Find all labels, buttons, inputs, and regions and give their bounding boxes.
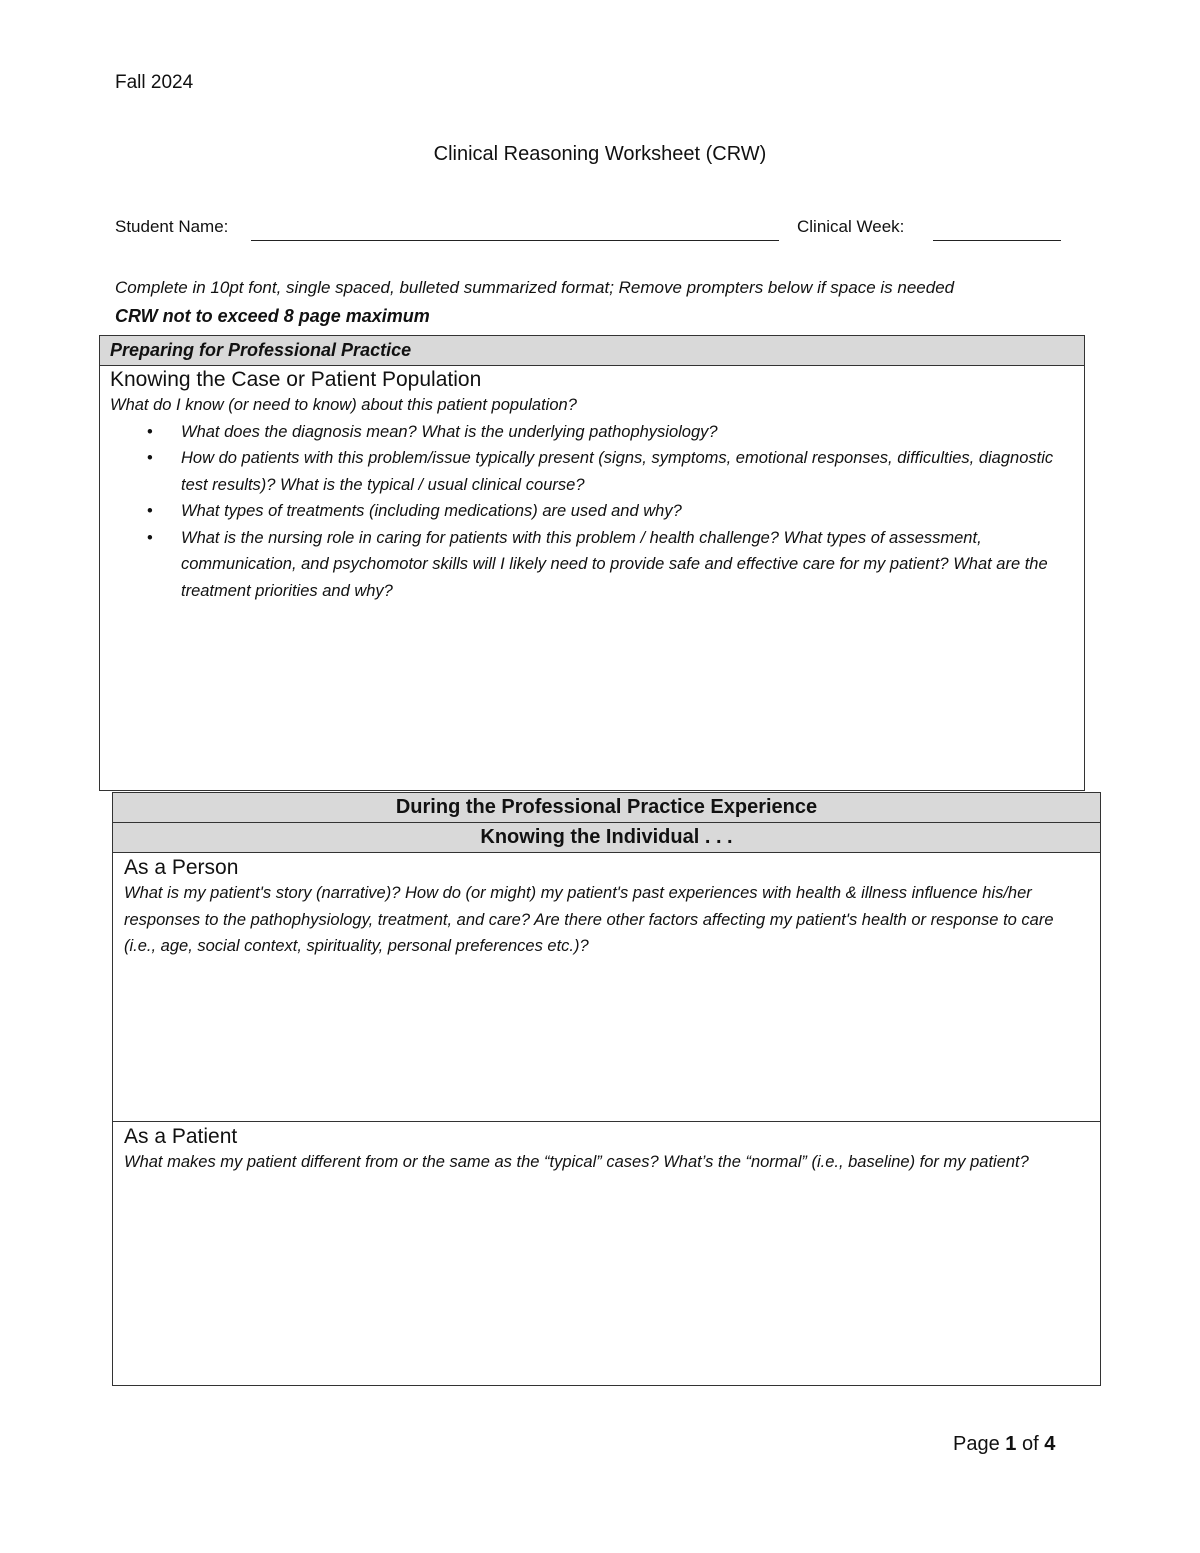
as-patient-section[interactable] [113, 1125, 1100, 1390]
list-item: • What is the nursing role in caring for patients with this problem / health challenge? What types of assessment, communication, and psychomotor skills will I likely need to provide safe and effective care for my patient? What are the treatment priorities and why? [181, 525, 1072, 605]
page-title: Clinical Reasoning Worksheet (CRW) [433, 143, 767, 165]
during-practice-header: During the Professional Practice Experience [113, 793, 1100, 823]
knowing-individual-header: Knowing the Individual . . . [113, 823, 1100, 853]
as-patient-prompt: What makes my patient different from or the same as the “typical” cases? What’s the “normal” (i.e., baseline) for my patient? [124, 1153, 1029, 1171]
preparing-header: Preparing for Professional Practice [100, 336, 1084, 366]
list-item: • What does the diagnosis mean? What is the underlying pathophysiology? [181, 419, 1072, 446]
bullet-icon: • [147, 449, 153, 467]
knowing-case-intro: What do I know (or need to know) about this patient population? [110, 396, 577, 414]
knowing-case-bullets [100, 419, 1084, 605]
as-patient-title: As a Patient [124, 1125, 238, 1148]
bullet-icon: • [147, 528, 153, 547]
as-person-prompt: What is my patient's story (narrative)? How do (or might) my patient's past experiences with health & illness influence his/her responses to the pathophysiology, treatment, and care? Are there other factors affecting my patient's health or response to care (i.e., age, social context, spirituality, personal preferences etc.)? [124, 884, 1054, 955]
instructions-text: Complete in 10pt font, single spaced, bulleted summarized format; Remove prompters below if space is needed [115, 278, 955, 297]
during-practice-section [112, 792, 1101, 1386]
bullet-icon: • [147, 502, 153, 520]
as-person-section[interactable] [113, 856, 1100, 1122]
page-limit-note: CRW not to exceed 8 page maximum [115, 306, 430, 326]
clinical-week-field[interactable] [933, 240, 1061, 241]
list-item: • How do patients with this problem/issue typically present (signs, symptoms, emotional responses, difficulties, diagnostic test results)? What is the typical / usual clinical course? [181, 445, 1072, 498]
as-person-title: As a Person [124, 856, 239, 879]
clinical-week-label: Clinical Week: [797, 217, 905, 236]
list-item: • What types of treatments (including medications) are used and why? [181, 498, 1072, 525]
bullet-icon: • [147, 422, 153, 441]
knowing-case-title: Knowing the Case or Patient Population [110, 368, 482, 391]
student-name-field[interactable] [251, 240, 779, 241]
preparing-section [99, 335, 1085, 791]
page-number: Page 1 of 4 [953, 1433, 1056, 1455]
student-name-label: Student Name: [115, 217, 229, 236]
term-label: Fall 2024 [115, 72, 194, 93]
